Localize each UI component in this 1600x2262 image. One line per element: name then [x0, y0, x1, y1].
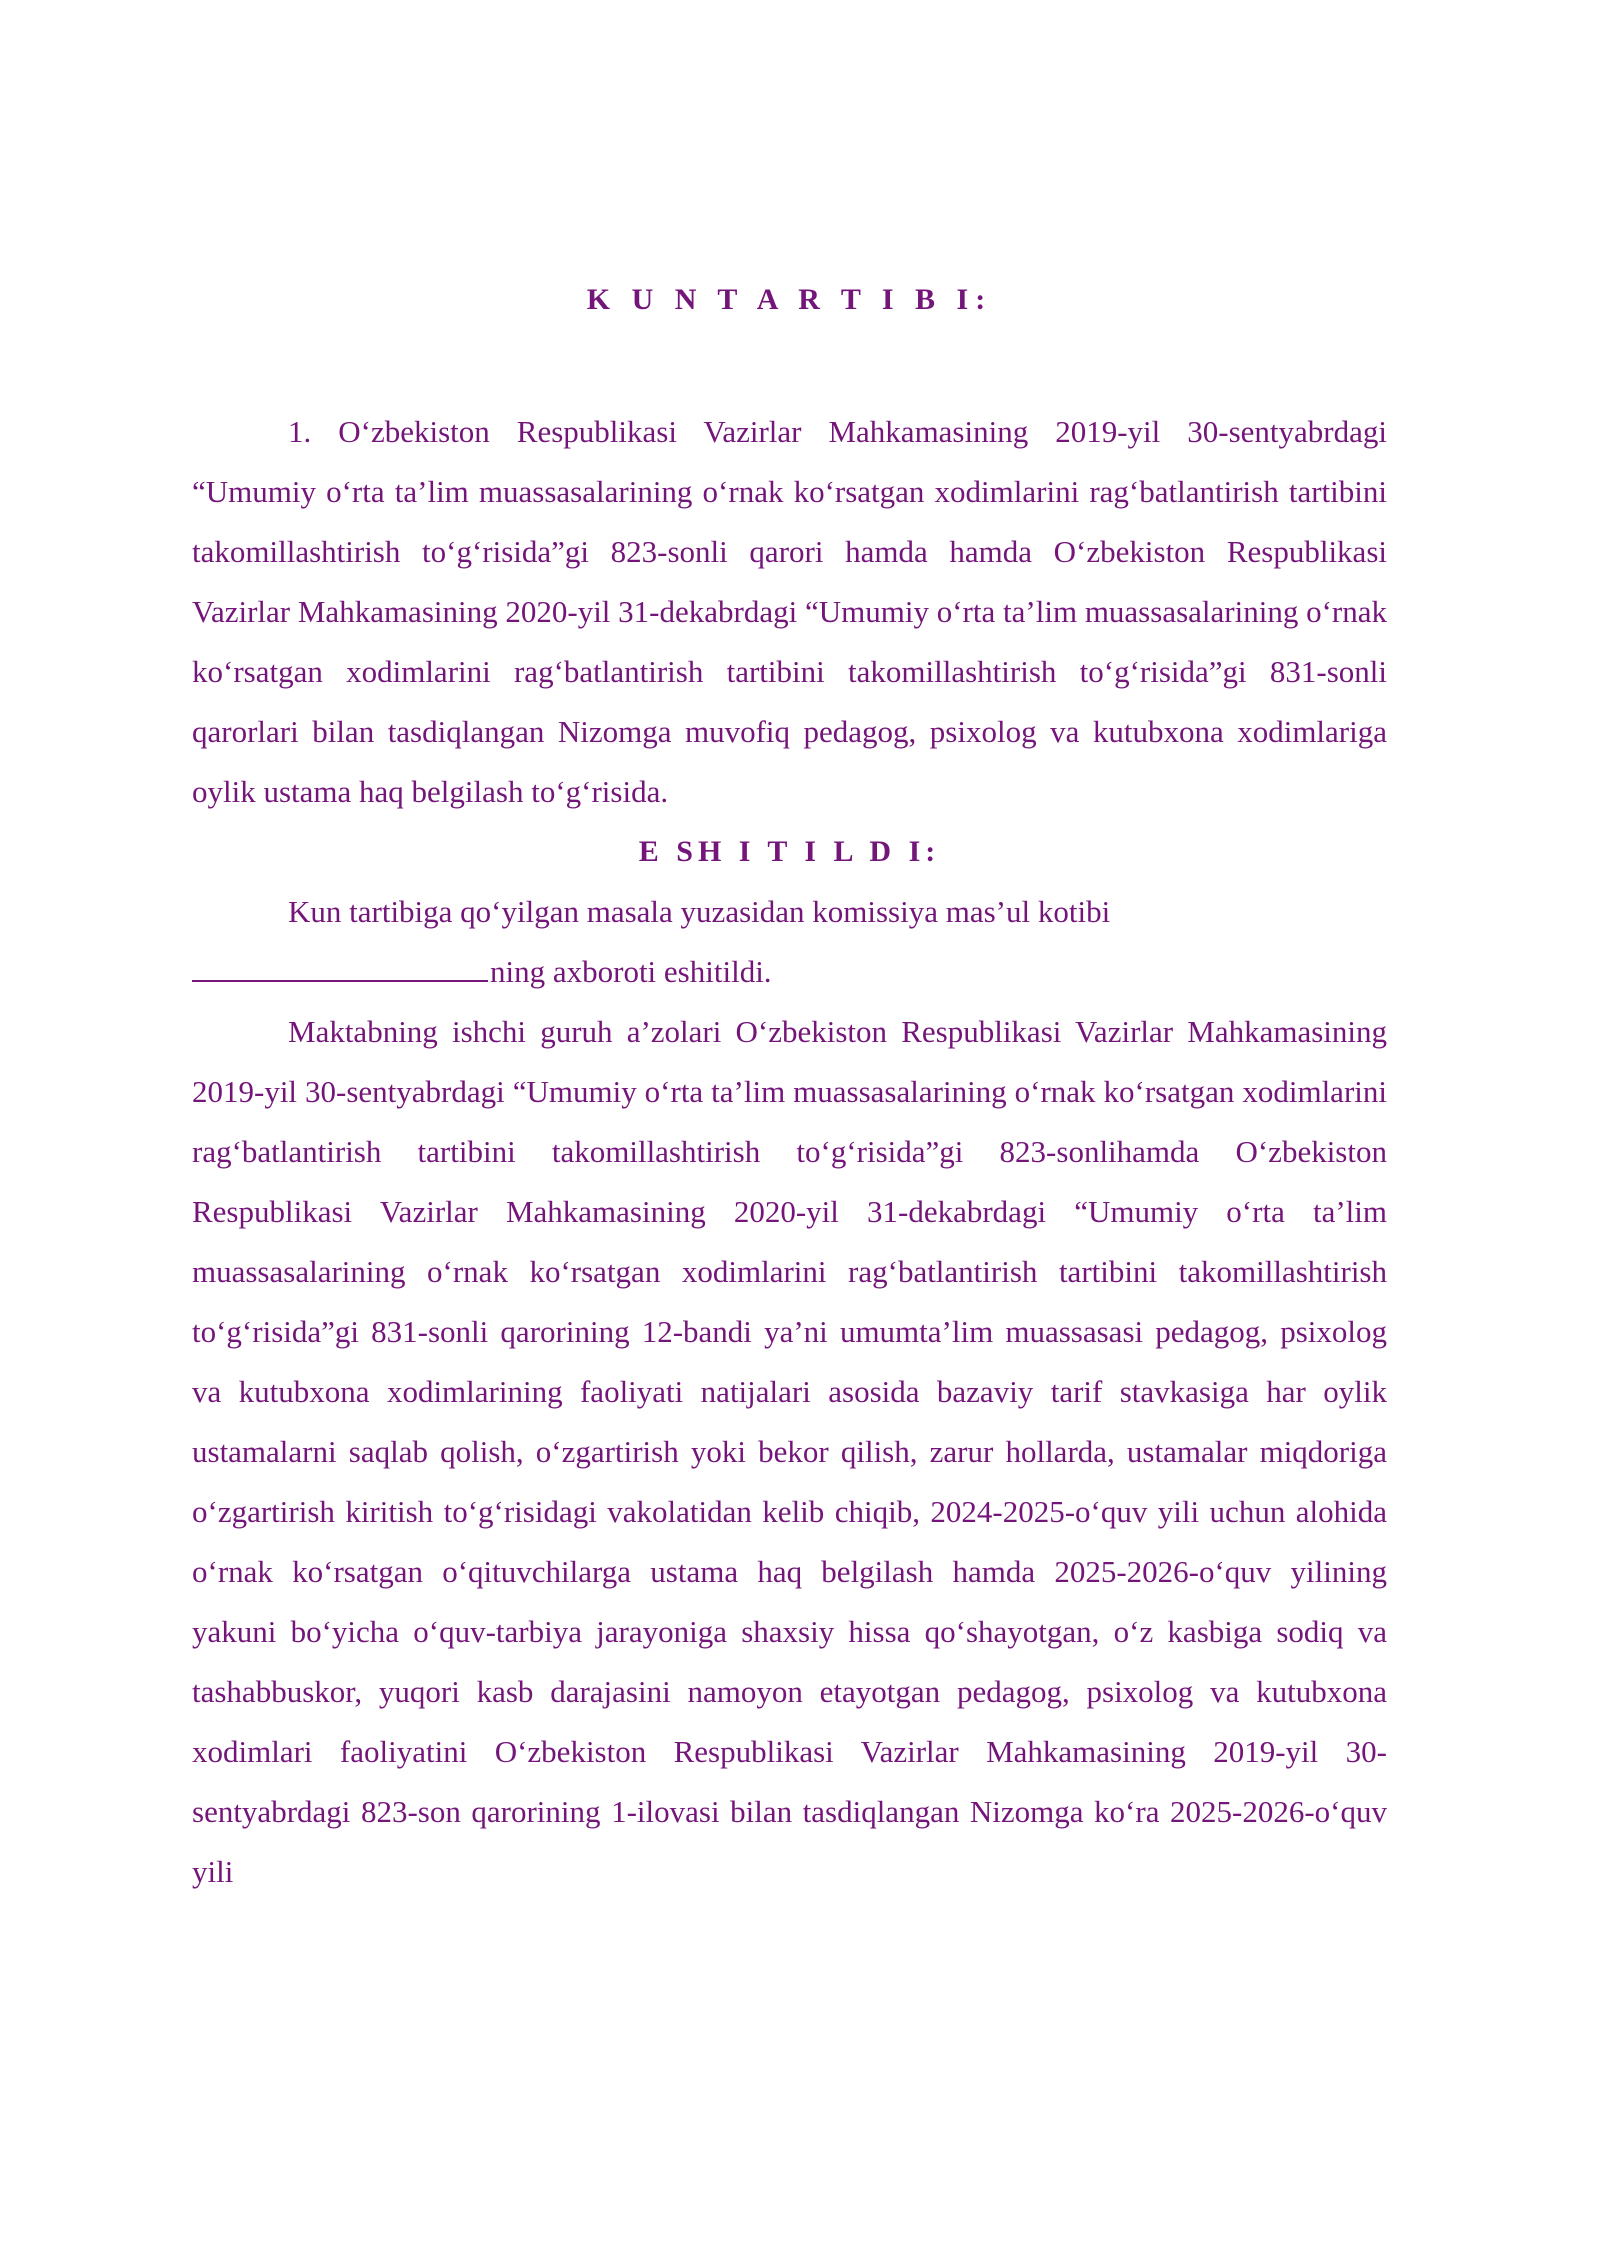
page-title: K U N T A R T I B I:: [586, 283, 993, 316]
heard-text-start: Kun tartibiga qoʻyilgan masala yuzasidan komissiya mas’ul kotibi: [288, 894, 1111, 929]
document-page: [192, 270, 1387, 1902]
agenda-item-1: 1. Oʻzbekiston Respublikasi Vazirlar Mahkamasining 2019-yil 30-sentyabrdagi “Umumiy oʻrta ta’lim muassasalarining oʻrnak koʻrsatgan xodimlarini ragʻbatlantirish tartibini takomillashtirish toʻgʻrisida”gi 823-sonli qarori hamda hamda Oʻzbekiston Respublikasi Vazirlar Mahkamasining 2020-yil 31-dekabrdagi “Umumiy oʻrta ta’lim muassasalarining oʻrnak koʻrsatgan xodimlarini ragʻbatlantirish tartibini takomillashtirish toʻgʻrisida”gi 831-sonli qarorlari bilan tasdiqlangan Nizomga muvofiq pedagog, psixolog va kutubxona xodimlariga oylik ustama haq belgilash toʻgʻrisida.: [192, 414, 1387, 809]
main-paragraph: Maktabning ishchi guruh a’zolari Oʻzbekiston Respublikasi Vazirlar Mahkamasining 2019-yil 30-sentyabrdagi “Umumiy oʻrta ta’lim muassasalarining oʻrnak koʻrsatgan xodimlarini ragʻbatlantirish tartibini takomillashtirish toʻgʻrisida”gi 823-sonlihamda Oʻzbekiston Respublikasi Vazirlar Mahkamasining 2020-yil 31-dekabrdagi “Umumiy oʻrta ta’lim muassasalarining oʻrnak koʻrsatgan xodimlarini ragʻbatlantirish tartibini takomillashtirish toʻgʻrisida”gi 831-sonli qarorining 12-bandi ya’ni umumta’lim muassasasi pedagog, psixolog va kutubxona xodimlarining faoliyati natijalari asosida bazaviy tarif stavkasiga har oylik ustamalarni saqlab qolish, oʻzgartirish yoki bekor qilish, zarur hollarda, ustamalar miqdoriga oʻzgartirish kiritish toʻgʻrisidagi vakolatidan kelib chiqib, 2024-2025-oʻquv yili uchun alohida oʻrnak koʻrsatgan oʻqituvchilarga ustama haq belgilash hamda 2025-2026-oʻquv yilining yakuni boʻyicha oʻquv-tarbiya jarayoniga shaxsiy hissa qoʻshayotgan, oʻz kasbiga sodiq va tashabbuskor, yuqori kasb darajasini namoyon etayotgan pedagog, psixolog va kutubxona xodimlari faoliyatini Oʻzbekiston Respublikasi Vazirlar Mahkamasining 2019-yil 30-sentyabrdagi 823-son qarorining 1-ilovasi bilan tasdiqlangan Nizomga koʻra 2025-2026-oʻquv yili: [192, 1014, 1387, 1889]
heard-paragraph-continuation: [192, 942, 1387, 1002]
secretary-name-blank: [192, 942, 488, 982]
heard-text-end: ning axboroti eshitildi.: [490, 954, 772, 989]
heard-heading: E SH I T I L D I:: [638, 835, 941, 868]
heard-paragraph: [192, 882, 1387, 942]
